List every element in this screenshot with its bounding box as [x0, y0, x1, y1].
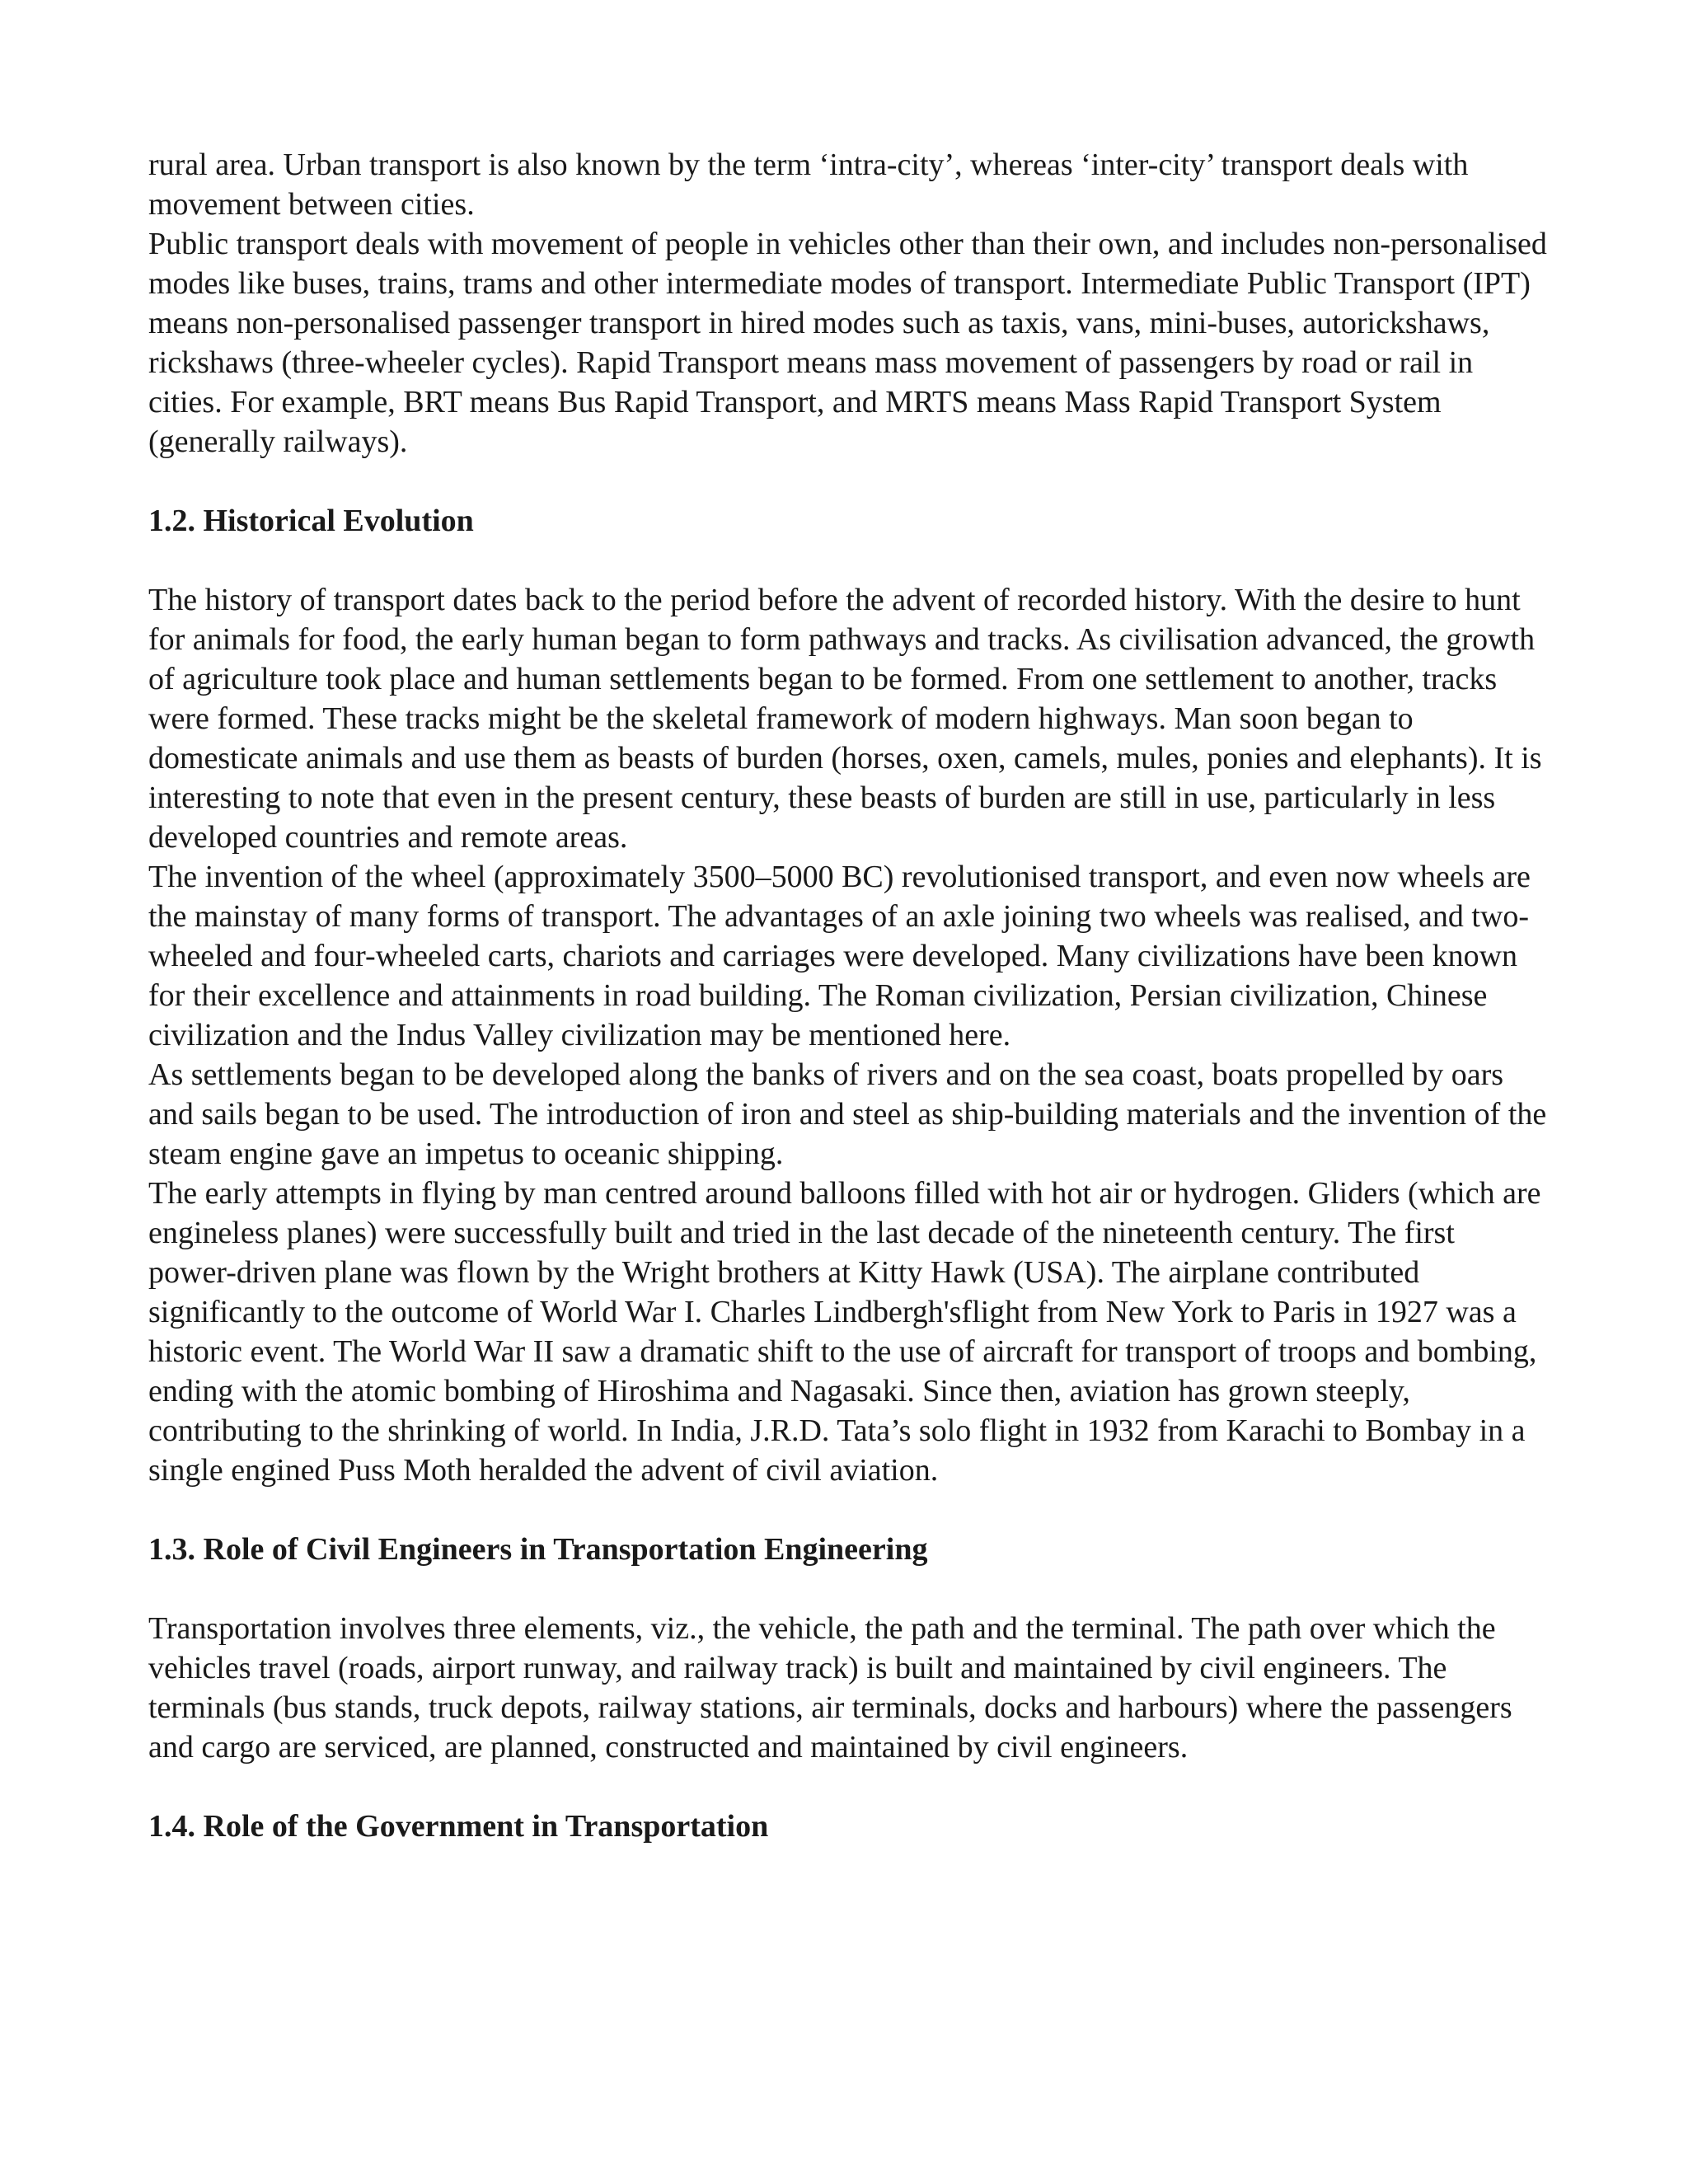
history-paragraph-2: The invention of the wheel (approximately 3500–5000 BC) revolutionised transport, and even now wheels are the mainstay of many forms of transport. The advantages of an axle joining two wheels was realised, and two-wheeled and four-wheeled carts, chariots and carriages were developed. Many civilizations have been known for their excellence and attainments in road building. The Roman civilization, Persian civilization, Chinese civilization and the Indus Valley civilization may be mentioned here. — [148, 860, 1531, 1052]
civil-engineers-paragraph: Transportation involves three elements, viz., the vehicle, the path and the terminal. The path over which the vehicles travel (roads, airport runway, and railway track) is built and maintained by civil engineers. The terminals (bus stands, truck depots, railway stations, air terminals, docks and harbours) where the passengers and cargo are serviced, are planned, constructed and maintained by civil engineers. — [148, 1611, 1512, 1765]
intro-paragraph-2: Public transport deals with movement of people in vehicles other than their own, and includes non-personalised modes like buses, trains, trams and other intermediate modes of transport. Intermediate Public Transport (IPT) means non-personalised passenger transport in hired modes such as taxis, vans, mini-buses, autorickshaws, rickshaws (three-wheeler cycles). Rapid Transport means mass movement of passengers by road or rail in cities. For example, BRT means Bus Rapid Transport, and MRTS means Mass Rapid Transport System (generally railways). — [148, 227, 1547, 459]
history-paragraph-1: The history of transport dates back to the period before the advent of recorded history. With the desire to hunt for animals for food, the early human began to form pathways and tracks. As civilisation advanced, the growth of agriculture took place and human settlements began to be formed. From one settlement to another, tracks were formed. These tracks might be the skeletal framework of modern highways. Man soon began to domesticate animals and use them as beasts of burden (horses, oxen, camels, mules, ponies and elephants). It is interesting to note that even in the present century, these beasts of burden are still in use, particularly in less developed countries and remote areas. — [148, 583, 1542, 855]
document-page — [148, 145, 1550, 1846]
history-paragraph-4: The early attempts in flying by man centred around balloons filled with hot air or hydrogen. Gliders (which are engineless planes) were successfully built and tried in the last decade of the nineteenth century. The first power-driven plane was flown by the Wright brothers at Kitty Hawk (USA). The airplane contributed significantly to the outcome of World War I. Charles Lindbergh'sflight from New York to Paris in 1927 was a historic event. The World War II saw a dramatic shift to the use of aircraft for transport of troops and bombing, ending with the atomic bombing of Hiroshima and Nagasaki. Since then, aviation has grown steeply, contributing to the shrinking of world. In India, J.R.D. Tata’s solo flight in 1932 from Karachi to Bombay in a single engined Puss Moth heralded the advent of civil aviation. — [148, 1176, 1541, 1488]
spacer — [148, 541, 1550, 580]
spacer — [148, 1767, 1550, 1807]
spacer — [148, 1490, 1550, 1530]
section-heading-role-of-civil-engineers: 1.3. Role of Civil Engineers in Transportation Engineering — [148, 1532, 928, 1567]
section-heading-historical-evolution: 1.2. Historical Evolution — [148, 504, 474, 538]
history-paragraph-3: As settlements began to be developed along the banks of rivers and on the sea coast, boats propelled by oars and sails began to be used. The introduction of iron and steel as ship-building materials and the invention of the steam engine gave an impetus to oceanic shipping. — [148, 1057, 1547, 1171]
section-heading-role-of-government: 1.4. Role of the Government in Transportation — [148, 1809, 769, 1844]
spacer — [148, 462, 1550, 501]
intro-paragraph-1: rural area. Urban transport is also known by the term ‘intra-city’, whereas ‘inter-city’ transport deals with movement between cities. — [148, 148, 1469, 222]
spacer — [148, 1569, 1550, 1609]
